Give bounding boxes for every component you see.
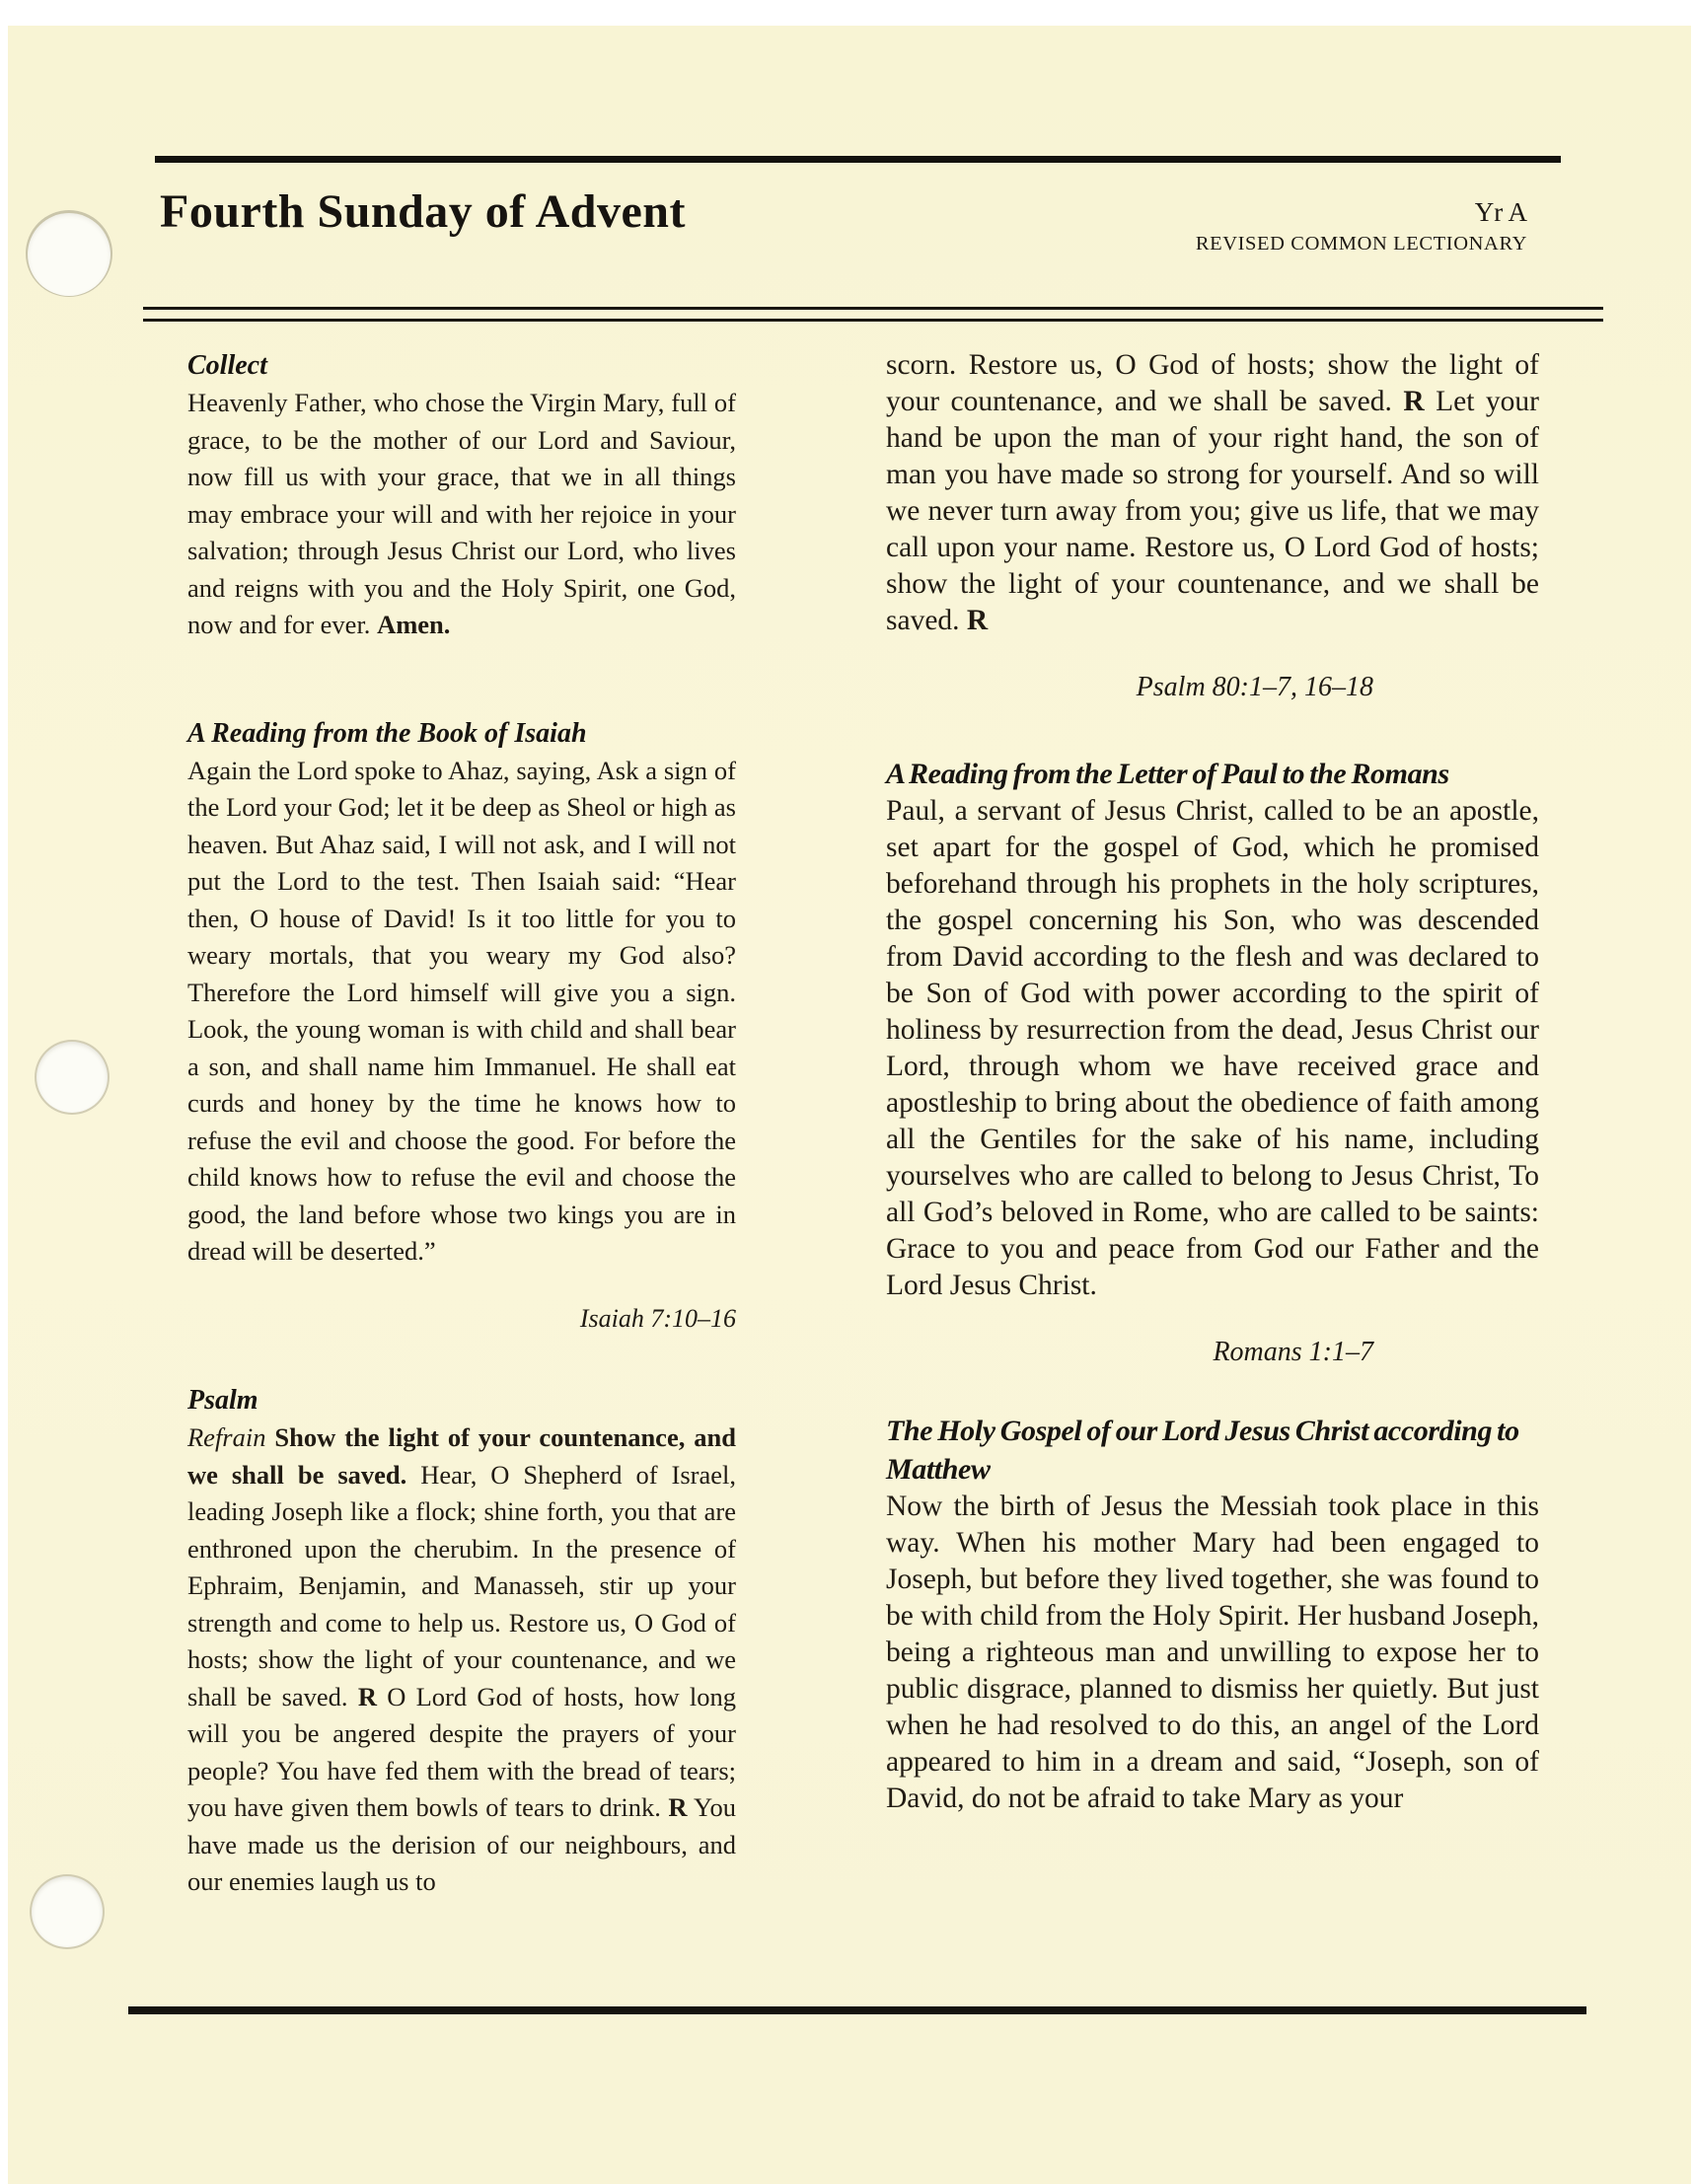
psalm-heading: Psalm — [187, 1385, 258, 1416]
hole-punch-middle — [37, 1042, 108, 1113]
gospel-body: Now the birth of Jesus the Messiah took place in this way. When his mother Mary had been engaged to Joseph, but before they lived together, she was found to be with child from the Holy Spirit. Her husband Joseph, being a righteous man and unwilling to expose her to public disgrace, planned to dismiss her quietly. But just when he had resolved to do this, an angel of the Lord appeared to him in a dream and said, “Joseph, son of David, do not be afraid to take Mary as your — [886, 1491, 1539, 1814]
hole-punch-bottom — [32, 1876, 103, 1947]
hole-punch-top — [28, 213, 111, 296]
section-collect — [187, 347, 736, 644]
page-title: Fourth Sunday of Advent — [160, 185, 686, 238]
section-romans-reading — [886, 755, 1539, 1370]
year-label: Yr A — [1474, 197, 1527, 227]
left-column — [187, 347, 736, 1901]
psalm-citation: Psalm 80:1–7, 16–18 — [1136, 672, 1373, 702]
right-column — [886, 347, 1539, 1901]
isaiah-body: Again the Lord spoke to Ahaz, saying, Ask a sign of the Lord your God; let it be deep as Sheol or high as heaven. But Ahaz said, I will not ask, and I will not put the Lord to the test. Then Isaiah said: “Hear then, O house of David! Is it too little for you to weary mortals, that you weary my God also? Therefore the Lord himself will give you a sign. Look, the young woman is with child and shall bear a son, and shall name him Immanuel. He shall eat curds and honey by the time he knows how to refuse the evil and choose the good. For before the child knows how to refuse the evil and choose the good, the land before whose two kings you are in dread will be deserted.” — [187, 755, 736, 1266]
section-isaiah-reading — [187, 715, 736, 1338]
romans-citation: Romans 1:1–7 — [1213, 1337, 1373, 1367]
isaiah-citation: Isaiah 7:10–16 — [579, 1303, 736, 1333]
psalm-body: Refrain Show the light of your countenance, and we shall be saved. Hear, O Shepherd of Israel, leading Joseph like a flock; shine forth, you that are enthroned upon the cherubim. In the presence of Ephraim, Benjamin, and Manasseh, stir up your strength and come to help us. Restore us, O God of hosts; show the light of your countenance, and we shall be saved. R O Lord God of hosts, how long will you be angered despite the prayers of your people? You have fed them with the bread of tears; you have given them bowls of tears to drink. R You have made us the derision of our neighbours, and our enemies laugh us to — [187, 1422, 736, 1896]
psalm-continued-body: scorn. Restore us, O God of hosts; show the light of your countenance, and we shall be saved. R Let your hand be upon the man of your right hand, the son of man you have made so strong for yourself. And so will we never turn away from you; give us life, that we may call upon your name. Restore us, O Lord God of hosts; show the light of your countenance, and we shall be saved. R — [886, 349, 1539, 636]
double-rule-line-2 — [143, 319, 1603, 322]
section-psalm — [187, 1382, 736, 1901]
header-double-rule — [143, 307, 1603, 322]
romans-heading: A Reading from the Letter of Paul to the Romans — [886, 758, 1449, 790]
header-top-rule — [155, 156, 1561, 163]
content-columns — [187, 347, 1539, 1901]
footer-rule — [128, 2006, 1586, 2014]
section-psalm-continued — [886, 347, 1539, 705]
lectionary-label: REVISED COMMON LECTIONARY — [1195, 233, 1527, 255]
isaiah-heading: A Reading from the Book of Isaiah — [187, 717, 587, 749]
double-rule-line-1 — [143, 307, 1603, 310]
section-gospel — [886, 1412, 1539, 1817]
collect-body: Heavenly Father, who chose the Virgin Mary, full of grace, to be the mother of our Lord and Saviour, now fill us with your grace, that we in all things may embrace your will and with her rejoice in your salvation; through Jesus Christ our Lord, who lives and reigns with you and the Holy Spirit, one God, now and for ever. Amen. — [187, 388, 736, 639]
gospel-heading: The Holy Gospel of our Lord Jesus Christ according to Matthew — [886, 1415, 1519, 1486]
collect-heading: Collect — [187, 350, 267, 381]
header-right-block — [1196, 197, 1527, 255]
romans-body: Paul, a servant of Jesus Christ, called to be an apostle, set apart for the gospel of God, which he promised beforehand through his prophets in the holy scriptures, the gospel concerning his Son, who was descended from David according to the flesh and was declared to be Son of God with power according to the spirit of holiness by resurrection from the dead, Jesus Christ our Lord, through whom we have received grace and apostleship to bring about the obedience of faith among all the Gentiles for the sake of his name, including yourselves who are called to belong to Jesus Christ, To all God’s beloved in Rome, who are called to be saints: Grace to you and peace from God our Father and the Lord Jesus Christ. — [886, 795, 1539, 1301]
